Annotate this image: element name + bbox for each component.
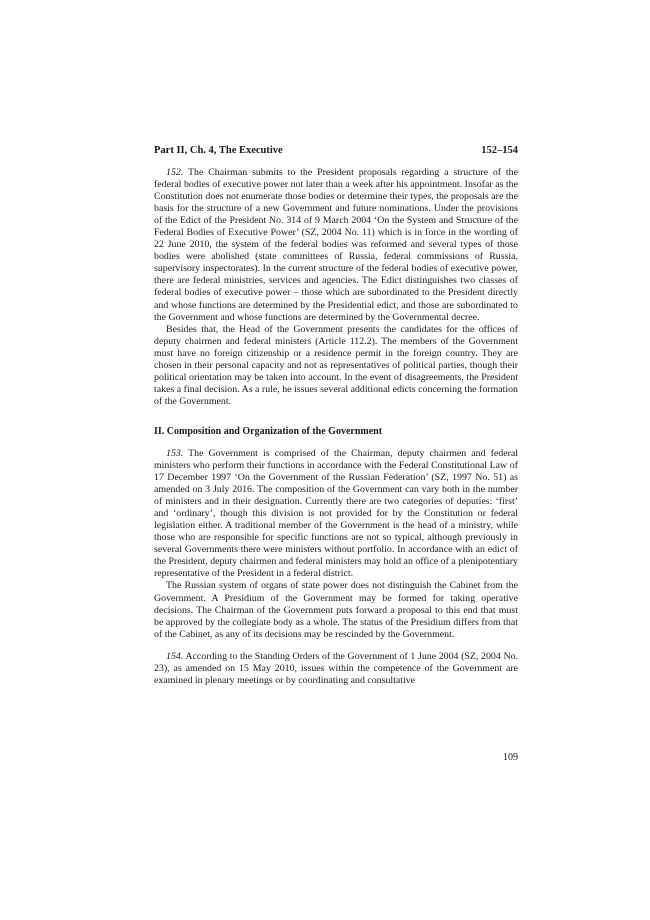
- running-head-paragraph-range: 152–154: [481, 145, 518, 156]
- paragraph-text: According to the Standing Orders of the Government of 1 June 2004 (SZ, 2004 No. 23), as amended on 15 May 2010, issues within the competence of the Government are examined in plenary meetings or by coordinating and consultative: [154, 650, 518, 686]
- paragraph-152-continued: Besides that, the Head of the Government presents the candidates for the offices of deputy chairmen and federal ministers (Article 112.2). The members of the Government must have no foreign citizenship or a residence permit in the foreign country. They are chosen in their personal capacity and not as representatives of political parties, though their political orientation may be taken into account. In the event of disagreements, the President takes a final decision. As a rule, he issues several additional edicts concerning the formation of the Government.: [154, 323, 518, 407]
- paragraph-153: [154, 448, 518, 581]
- section-heading: II. Composition and Organization of the Government: [154, 425, 383, 437]
- paragraph-153-continued: The Russian system of organs of state power does not distinguish the Cabinet from the Government. A Presidium of the Government may be formed for taking operative decisions. The Chairman of the Government puts forward a proposal to this end that must be approved by the collegiate body as a whole. The status of the Presidium differs from that of the Cabinet, as any of its decisions may be rescinded by the Government.: [154, 580, 518, 640]
- paragraph-152: [154, 167, 518, 324]
- paragraph-text: The Government is comprised of the Chairman, deputy chairmen and federal ministers who perform their functions in accordance with the Federal Constitutional Law of 17 December 1997 ‘On the Government of the Russian Federation’ (SZ, 1997 No. 51) as amended on 3 July 2016. The composition of the Government can vary both in the number of ministers and in their designation. Currently there are two categories of deputies: ‘first’ and ‘ordinary’, though this division is not provided for by the Constitution or federal legislation either. A traditional member of the Government is the head of a ministry, while those who are responsible for specific functions are not so typical, although previously in several Governments there were ministers without portfolio. In accordance with an edict of the President, deputy chairmen and federal ministers may hold an office of a plenipotentiary representative of the President in a federal district.: [154, 447, 518, 580]
- page-content: [154, 144, 518, 687]
- paragraph-gap: [154, 641, 518, 651]
- page-number: 109: [503, 752, 518, 763]
- paragraph-154: [154, 651, 518, 687]
- paragraph-text: The Chairman submits to the President proposals regarding a structure of the federal bodies of executive power not later than a week after his appointment. Insofar as the Constitution does not enumerate those bodies or determine their types, the proposals are the basis for the structure of a new Government and future nominations. Under the provisions of the Edict of the President No. 314 of 9 March 2004 ‘On the System and Structure of the Federal Bodies of Executive Power’ (SZ, 2004 No. 11) which is in force in the wording of 22 June 2010, the system of the federal bodies was reformed and several types of those bodies were abolished (state committees of Russia, federal commissions of Russia, supervisory inspectorates). In the current structure of the federal bodies of executive power, there are federal ministries, services and agencies. The Edict distinguishes two classes of federal bodies of executive power – those which are subordinated to the President directly and whose functions are determined by the Presidential edict, and those are subordinated to the Government and whose functions are determined by the Governmental decree.: [154, 167, 518, 323]
- running-head-title: Part II, Ch. 4, The Executive: [154, 145, 283, 156]
- paragraph-number: 153.: [166, 447, 184, 459]
- paragraph-number: 152.: [166, 167, 184, 178]
- paragraph-number: 154.: [166, 650, 184, 662]
- running-head: [154, 144, 518, 157]
